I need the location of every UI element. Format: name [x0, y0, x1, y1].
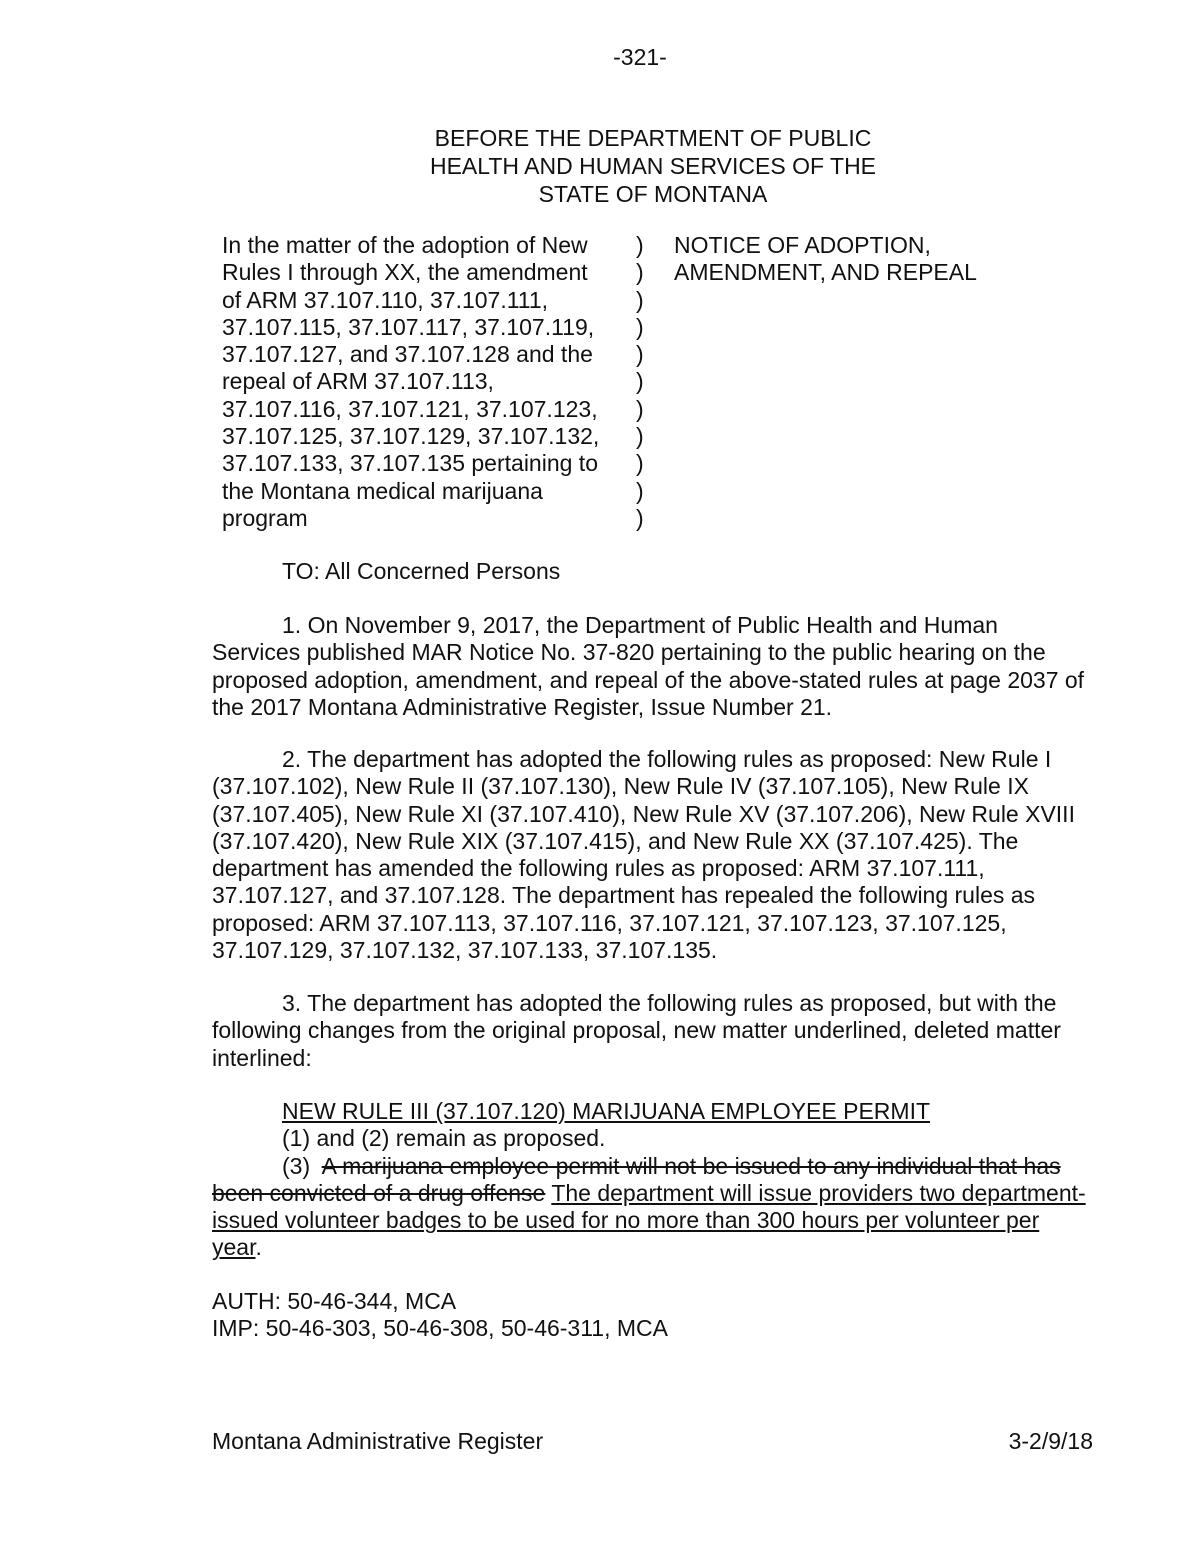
heading-line: BEFORE THE DEPARTMENT OF PUBLIC: [434, 125, 872, 151]
caption-parentheses: [636, 232, 656, 532]
auth-line: AUTH: 50-46-344, MCA: [212, 1288, 457, 1314]
paragraph-3: [212, 990, 1092, 1072]
caption-paren: ): [636, 504, 644, 531]
authority-block: [212, 1288, 668, 1343]
caption-line: 37.107.116, 37.107.121, 37.107.123,: [222, 395, 598, 422]
inserted-text: The department will issue providers two department-issued volunteer badges to be used for no more than 300 hours per volunteer per year: [212, 1179, 1086, 1261]
caption-paren: ): [636, 450, 644, 477]
caption-paren: ): [636, 259, 644, 286]
rule-title: NEW RULE III (37.107.120) MARIJUANA EMPLOYEE PERMIT: [282, 1098, 931, 1124]
caption-paren: ): [636, 477, 644, 504]
rule-amendment: [212, 1098, 1092, 1262]
notice-title: [674, 232, 1194, 287]
caption-paren: ): [636, 313, 644, 340]
caption-paren: ): [636, 395, 644, 422]
caption-line: In the matter of the adoption of New: [222, 232, 588, 258]
heading-line: STATE OF MONTANA: [538, 181, 768, 207]
notice-title-line: AMENDMENT, AND REPEAL: [674, 259, 977, 286]
caption-line: Rules I through XX, the amendment: [222, 259, 588, 286]
imp-line: IMP: 50-46-303, 50-46-308, 50-46-311, MCA: [212, 1315, 668, 1342]
caption-matter: [222, 232, 622, 532]
deleted-text: A marijuana employee permit will not be issued to any individual that has been convicted of a drug offense: [212, 1152, 1061, 1206]
caption-line: repeal of ARM 37.107.113,: [222, 368, 494, 395]
footer-issue: 3-2/9/18: [1008, 1428, 1093, 1454]
notice-title-line: NOTICE OF ADOPTION,: [674, 232, 931, 258]
caption-line: 37.107.125, 37.107.129, 37.107.132,: [222, 423, 600, 450]
caption-paren: ): [636, 368, 644, 395]
paragraph-3-text: 3. The department has adopted the following rules as proposed, but with the following changes from the original proposal, new matter underlined, deleted matter interlined:: [212, 990, 1061, 1071]
rule-item-3: [212, 1153, 1092, 1262]
rule-item-3-label: (3): [282, 1152, 311, 1179]
page-number: -321-: [613, 44, 667, 70]
document-heading: [0, 124, 1200, 208]
paragraph-1: [212, 612, 1092, 721]
paragraph-1-text: 1. On November 9, 2017, the Department of Public Health and Human Services published MAR Notice No. 37-820 pertaining to the public hearing on the proposed adoption, amendment, and repeal of the above-stated rules at page 2037 of the 2017 Montana Administrative Register, Issue Number 21.: [212, 612, 1085, 720]
rule-line-1: (1) and (2) remain as proposed.: [282, 1125, 606, 1152]
caption-paren: ): [636, 423, 644, 450]
caption-paren: ): [636, 286, 644, 313]
caption-line: 37.107.133, 37.107.135 pertaining to: [222, 450, 598, 477]
caption-line: program: [222, 504, 308, 531]
caption-line: 37.107.127, and 37.107.128 and the: [222, 341, 593, 368]
caption-line: of ARM 37.107.110, 37.107.111,: [222, 286, 549, 313]
end-punctuation: .: [255, 1234, 262, 1261]
paragraph-2: [212, 746, 1092, 964]
heading-line: HEALTH AND HUMAN SERVICES OF THE: [429, 153, 877, 179]
caption-line: 37.107.115, 37.107.117, 37.107.119,: [222, 313, 595, 340]
addressee-line: TO: All Concerned Persons: [282, 558, 561, 584]
paragraph-2-text: 2. The department has adopted the following rules as proposed: New Rule I (37.107.102), New Rule II (37.107.130), New Rule IV (37.107.105), New Rule IX (37.107.405), New Rule XI (37.107.410), New Rule XV (37.107.206), New Rule XVIII (37.107.420), New Rule XIX (37.107.415), and New Rule XX (37.107.425). The department has amended the following rules as proposed: ARM 37.107.111, 37.107.127, and 37.107.128. The department has repealed the following rules as proposed: ARM 37.107.113, 37.107.116, 37.107.121, 37.107.123, 37.107.125, 37.107.129, 37.107.132, 37.107.133, 37.107.135.: [212, 746, 1075, 964]
caption-paren: ): [636, 341, 644, 368]
caption-line: the Montana medical marijuana: [222, 477, 543, 504]
caption-paren: ): [636, 232, 644, 258]
footer-publication: Montana Administrative Register: [212, 1428, 544, 1454]
